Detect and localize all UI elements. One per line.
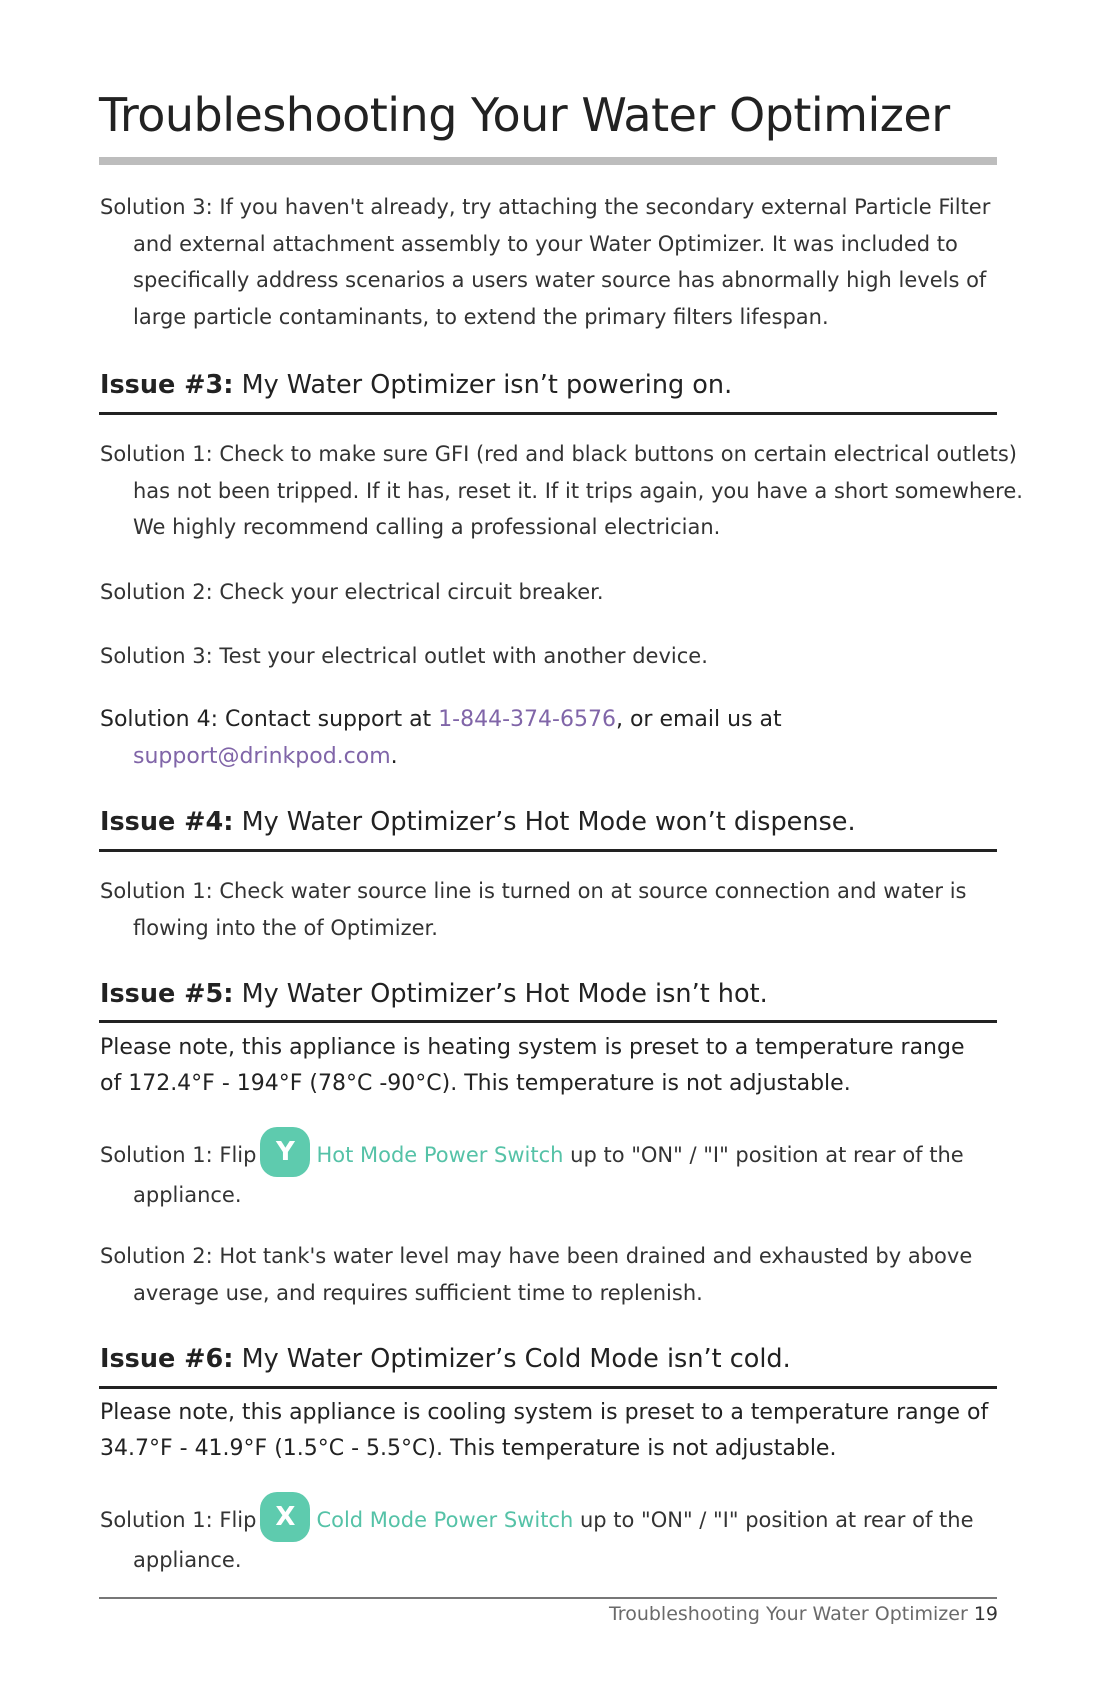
- solution-label: Solution 2:: [100, 580, 213, 604]
- page-number: 19: [973, 1603, 998, 1625]
- solution-text: Hot tank's water level may have been drained and exhausted by above average use, and requires sufficient time to replenish.: [133, 1244, 973, 1305]
- solution-text: Test your electrical outlet with another device.: [219, 644, 708, 668]
- issue-3-solution-3: [100, 638, 1023, 675]
- issue-number: Issue #4:: [100, 807, 234, 837]
- switch-x-badge: X: [260, 1492, 310, 1542]
- solution-label: Solution 1:: [100, 442, 213, 466]
- issue-title: My Water Optimizer’s Hot Mode won’t dispense.: [241, 807, 856, 837]
- issue-3-solution-4: [100, 702, 1023, 775]
- issue-4-rule: [99, 849, 997, 852]
- intro-solution: [100, 189, 1023, 335]
- issue-title: My Water Optimizer’s Cold Mode isn’t cold.: [241, 1344, 791, 1374]
- issue-5-rule: [99, 1020, 997, 1023]
- solution-text: Check water source line is turned on at source connection and water is flowing into the of Optimizer.: [133, 879, 967, 940]
- hot-mode-switch-label: Hot Mode Power Switch: [316, 1143, 564, 1167]
- solution-label: Solution 2:: [100, 1244, 213, 1268]
- issue-6-rule: [99, 1386, 997, 1389]
- switch-y-badge: Y: [260, 1127, 310, 1177]
- issue-5-solution-2: [100, 1238, 1023, 1311]
- issue-6-solution-1: [100, 1500, 1023, 1579]
- solution-text: up to "ON" / "I" position at rear of the appliance.: [133, 1508, 974, 1572]
- solution-text: Check your electrical circuit breaker.: [219, 580, 604, 604]
- solution-label: Solution 4:: [100, 707, 219, 732]
- issue-5-heading: [100, 979, 997, 1010]
- solution-label: Solution 1:: [100, 1508, 213, 1532]
- solution-text: Check to make sure GFI (red and black buttons on certain electrical outlets) has not been tripped. If it has, reset it. If it trips again, you have a short somewhere. We highly recommend calling a professional electrician.: [133, 442, 1023, 539]
- issue-4-solution-1: [100, 873, 1023, 946]
- solution-label: Solution 1:: [100, 879, 213, 903]
- solution-text: Flip: [219, 1508, 257, 1532]
- issue-6-heading: [100, 1344, 997, 1375]
- solution-text: , or email us at: [615, 707, 782, 732]
- issue-number: Issue #6:: [100, 1344, 234, 1374]
- solution-text: Contact support at: [225, 707, 432, 732]
- issue-5-note: Please note, this appliance is heating system is preset to a temperature range of 172.4°F - 194°F (78°C -90°C). This temperature is not adjustable.: [100, 1035, 965, 1096]
- page-footer: [609, 1603, 998, 1625]
- issue-3-heading: [100, 370, 997, 401]
- solution-text: If you haven't already, try attaching the secondary external Particle Filter and external attachment assembly to your Water Optimizer. It was included to specifically address scenarios a users water source has abnormally high levels of large particle contaminants, to extend the primary filters lifespan.: [133, 195, 991, 329]
- issue-3-solution-1: [100, 436, 1023, 546]
- issue-5-solution-1: [100, 1135, 1023, 1214]
- footer-title: Troubleshooting Your Water Optimizer: [608, 1603, 968, 1625]
- solution-label: Solution 1:: [100, 1143, 213, 1167]
- page-title: Troubleshooting Your Water Optimizer: [99, 88, 950, 142]
- solution-text: up to "ON" / "I" position at rear of the appliance.: [133, 1143, 964, 1207]
- issue-6-note: Please note, this appliance is cooling system is preset to a temperature range of 34.7°F - 41.9°F (1.5°C - 5.5°C). This temperature is not adjustable.: [100, 1400, 989, 1461]
- issue-title: My Water Optimizer’s Hot Mode isn’t hot.: [241, 979, 768, 1009]
- support-phone-link[interactable]: 1-844-374-6576: [438, 707, 616, 732]
- solution-label: Solution 3:: [100, 195, 213, 219]
- support-email-link[interactable]: support@drinkpod.com: [133, 743, 391, 769]
- issue-number: Issue #3:: [100, 370, 234, 400]
- issue-3-solution-2: [100, 574, 1023, 611]
- issue-title: My Water Optimizer isn’t powering on.: [241, 370, 733, 400]
- solution-text: .: [390, 743, 398, 769]
- title-underline: [99, 157, 997, 165]
- issue-3-rule: [99, 412, 997, 415]
- cold-mode-switch-label: Cold Mode Power Switch: [316, 1508, 574, 1532]
- issue-4-heading: [100, 807, 997, 838]
- solution-label: Solution 3:: [100, 644, 213, 668]
- footer-rule: [99, 1597, 997, 1599]
- solution-text: Flip: [219, 1143, 257, 1167]
- issue-number: Issue #5:: [100, 979, 234, 1009]
